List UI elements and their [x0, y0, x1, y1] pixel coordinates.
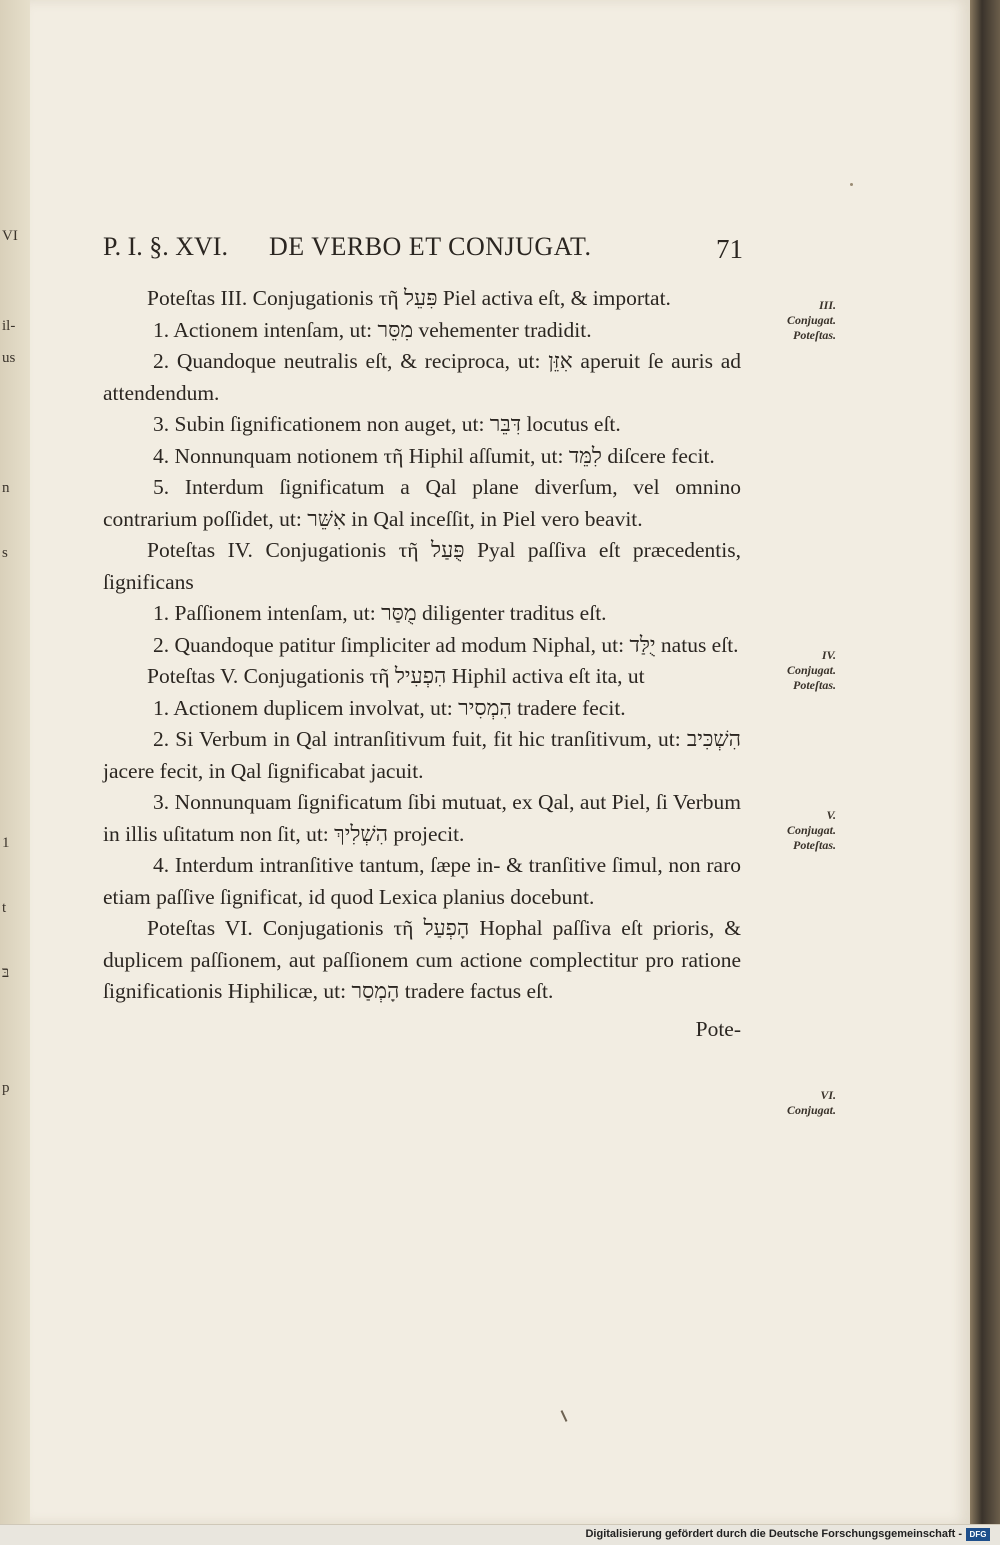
- list-item: 3. Nonnunquam ſignificatum ſibi mutuat, ex Qal, aut Piel, ſi Verbum in illis uſitatum non ſit, ut: הִשְׁלִיךְ projecit.: [103, 790, 741, 846]
- previous-page-edge: [0, 0, 30, 1544]
- book-spine-edge: [970, 0, 1000, 1524]
- margin-note-number: V.: [826, 808, 836, 822]
- margin-note-v: [746, 808, 836, 853]
- paragraph-potestas-vi: Poteſtas VI. Conjugationis τῆ הָפְעַל Hophal paſſiva eſt prioris, & duplicem paſſionem, aut paſſionem cum actione complectitur pro ratione ſignificationis Hiphilicæ, ut: הָמְסַר tradere factus eſt.: [103, 916, 741, 1003]
- page-number: 71: [716, 234, 743, 264]
- paragraph-potestas-iii: Poteſtas III. Conjugationis τῆ פִּעֵל Piel activa eſt, & importat.: [147, 286, 671, 310]
- list-item: 5. Interdum ſignificatum a Qal plane diverſum, vel omnino contrarium poſſidet, ut: אִשֵּׁר in Qal inceſſit, in Piel vero beavit.: [103, 475, 741, 531]
- running-title: DE VERBO ET CONJUGAT.: [269, 232, 592, 261]
- list-item: 1. Paſſionem intenſam, ut: מֻסַּר diligenter traditus eſt.: [153, 601, 607, 625]
- margin-note-line: Conjugat.: [786, 663, 836, 677]
- list-item: 2. Quandoque patitur ſimpliciter ad modum Niphal, ut: יֻלַּד natus eſt.: [153, 632, 739, 657]
- edge-glyph: p: [2, 1080, 10, 1096]
- margin-note-line: Poteſtas.: [793, 678, 836, 692]
- digitization-footer: [0, 1524, 1000, 1545]
- list-item: 1. Actionem intenſam, ut: מִסֵּר vehementer tradidit.: [153, 317, 592, 342]
- margin-note-line: Conjugat.: [786, 1103, 836, 1117]
- margin-note-iv: [746, 648, 836, 693]
- list-item: 1. Actionem duplicem involvat, ut: הִמְסִיר tradere fecit.: [153, 695, 626, 720]
- paragraph-potestas-iv: Poteſtas IV. Conjugationis τῆ פֻּעַל Pyal paſſiva eſt præcedentis, ſignificans: [103, 538, 741, 594]
- edge-glyph: us: [2, 350, 16, 366]
- margin-note-iii: [746, 298, 836, 343]
- edge-glyph: s: [2, 545, 8, 561]
- margin-note-vi: [746, 1088, 836, 1118]
- footer-credit: Digitalisierung gefördert durch die Deutsche Forschungsgemeinschaft -: [585, 1528, 962, 1540]
- margin-note-line: Conjugat.: [786, 823, 836, 837]
- list-item: 2. Si Verbum in Qal intranſitivum fuit, fit hic tranſitivum, ut: הִשְׁכִּיב jacere fecit, in Qal ſignificabat jacuit.: [103, 727, 741, 783]
- edge-glyph: בּ: [2, 965, 10, 981]
- margin-note-line: Conjugat.: [786, 313, 836, 327]
- list-item: 2. Quandoque neutralis eſt, & reciproca, ut: אִזֵּן aperuit ſe auris ad attendendum.: [103, 349, 741, 405]
- dfg-logo: DFG: [966, 1528, 990, 1541]
- body-text: [103, 283, 741, 1045]
- catchword: Pote-: [695, 1016, 741, 1041]
- list-item: 4. Nonnunquam notionem τῆ Hiphil aſſumit, ut: לִמֵּד diſcere fecit.: [153, 443, 715, 468]
- edge-glyph: t: [2, 900, 7, 916]
- margin-note-number: IV.: [821, 648, 836, 662]
- edge-glyph: n: [2, 480, 10, 496]
- edge-glyph: VI: [2, 228, 18, 244]
- edge-glyph: 1: [2, 835, 10, 851]
- edge-glyph: il-: [2, 318, 16, 334]
- list-item: 3. Subin ſignificationem non auget, ut: דִּבֵּר locutus eſt.: [153, 412, 621, 436]
- paragraph-potestas-v: Poteſtas V. Conjugationis τῆ הִפְעִיל Hiphil activa eſt ita, ut: [147, 664, 645, 688]
- margin-note-number: III.: [818, 298, 836, 312]
- margin-note-line: Poteſtas.: [793, 838, 836, 852]
- running-header: [103, 232, 743, 272]
- margin-note-number: VI.: [820, 1088, 836, 1102]
- list-item: 4. Interdum intranſitive tantum, ſæpe in- & tranſitive ſimul, non raro etiam paſſive ſignificat, id quod Lexica planius docebunt.: [103, 853, 741, 909]
- margin-note-line: Poteſtas.: [793, 328, 836, 342]
- paper-speck: [850, 183, 853, 186]
- section-reference: P. I. §. XVI.: [103, 232, 228, 261]
